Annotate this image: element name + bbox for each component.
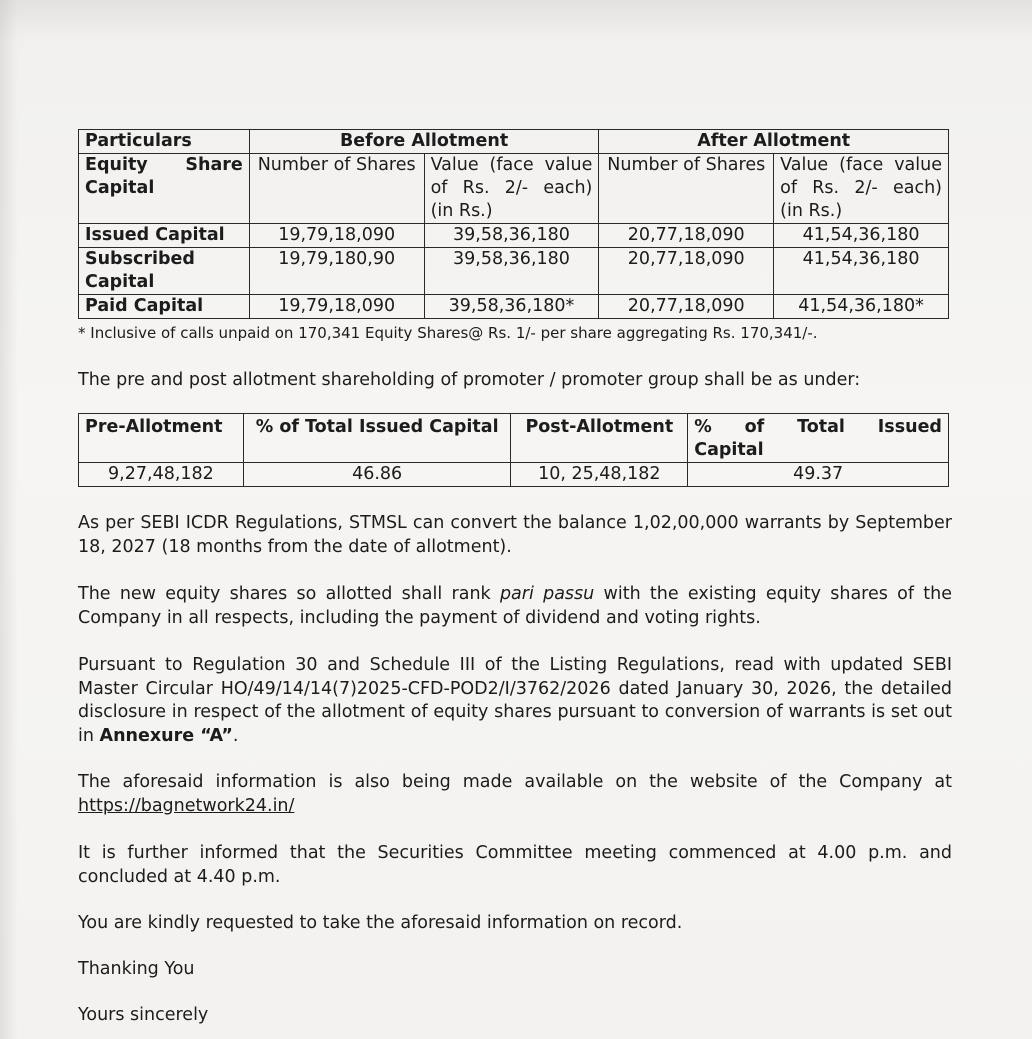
capital-word: Capital xyxy=(85,178,155,198)
p2-italic: pari passu xyxy=(499,584,595,604)
warrants-paragraph: As per SEBI ICDR Regulations, STMSL can convert the balance 1,02,00,000 warrants by September 18, 2027 (18 months from the date of allotment). xyxy=(78,513,952,557)
cell-after-value: 41,54,36,180* xyxy=(774,295,949,319)
shareholding-intro: The pre and post allotment shareholding of promoter / promoter group shall be as under: xyxy=(78,370,861,390)
record-request-paragraph: You are kindly requested to take the aforesaid information on record. xyxy=(78,913,683,933)
value-after-line1: Value (face value xyxy=(780,155,942,175)
cell-before-shares: 19,79,18,090 xyxy=(249,295,424,319)
company-website-link[interactable]: https://bagnetwork24.in/ xyxy=(78,795,295,816)
capital-table-subheader-row xyxy=(79,154,949,224)
value-before-header xyxy=(424,154,599,224)
after-allotment-header: After Allotment xyxy=(599,130,949,154)
p4-text: The aforesaid information is also being made available on the website of the Company at xyxy=(78,772,952,792)
capital-table-header-row xyxy=(79,130,949,154)
cell-after-shares: 20,77,18,090 xyxy=(599,224,774,248)
cell-after-shares: 20,77,18,090 xyxy=(599,295,774,319)
shareholding-table xyxy=(78,413,949,487)
p3-text-c: . xyxy=(232,725,239,746)
pct-post-word4: Issued xyxy=(877,417,942,437)
thanking-line: Thanking You xyxy=(78,959,195,979)
row-label: Issued Capital xyxy=(79,224,250,248)
pct-pre-value: 46.86 xyxy=(243,463,511,487)
table-footnote: * Inclusive of calls unpaid on 170,341 Equity Shares@ Rs. 1/- per share aggregating Rs. 170,341/-. xyxy=(78,324,818,342)
cell-after-value: 41,54,36,180 xyxy=(774,248,949,295)
cell-before-value: 39,58,36,180* xyxy=(424,295,599,319)
cell-before-shares: 19,79,180,90 xyxy=(249,248,424,295)
value-before-line1: Value (face value xyxy=(430,155,593,175)
p2-text-b: with the existing equity shares of the Company in all respects, including the payment of dividend and voting rights. xyxy=(78,584,952,628)
pct-post-value: 49.37 xyxy=(688,463,949,487)
pre-allotment-value: 9,27,48,182 xyxy=(79,463,244,487)
row-label-line2: Capital xyxy=(85,272,155,292)
cell-after-shares: 20,77,18,090 xyxy=(599,248,774,295)
num-shares-before-header: Number of Shares xyxy=(249,154,424,224)
row-label-line1: Subscribed xyxy=(85,249,195,269)
cell-before-shares: 19,79,18,090 xyxy=(249,224,424,248)
share-word: Share xyxy=(185,155,243,175)
value-before-line3: (in Rs.) xyxy=(430,201,493,221)
pct-post-word2: of xyxy=(744,417,765,437)
annexure-reference: Annexure “A” xyxy=(99,725,233,746)
pct-post-header xyxy=(688,414,949,463)
p3-text-a: Pursuant to Regulation 30 and Schedule III of the Listing Regulations, read with updated SEBI Master Circular HO/49/14/14(7)2025-CFD-POD2/I/3762/2026 dated January 30, 2026, the detailed disclosure in respect of the allotment of equity shares pursuant to conversion of warrants is set out in xyxy=(78,655,952,746)
table-row xyxy=(79,463,949,487)
post-allotment-value: 10, 25,48,182 xyxy=(511,463,688,487)
num-shares-after-header: Number of Shares xyxy=(599,154,774,224)
row-label xyxy=(79,248,250,295)
equity-word: Equity xyxy=(85,155,148,175)
cell-before-value: 39,58,36,180 xyxy=(424,248,599,295)
table-row xyxy=(79,224,949,248)
pct-post-word1: % xyxy=(694,417,712,437)
table-row xyxy=(79,295,949,319)
website-paragraph xyxy=(78,771,952,818)
value-before-line2: of Rs. 2/- each) xyxy=(430,178,593,198)
cell-before-value: 39,58,36,180 xyxy=(424,224,599,248)
scan-shadow xyxy=(0,0,1032,40)
post-allotment-header: Post-Allotment xyxy=(511,414,688,463)
regulation-paragraph xyxy=(78,654,952,748)
pct-pre-header: % of Total Issued Capital xyxy=(243,414,511,463)
pct-post-word3: Total xyxy=(797,417,845,437)
equity-share-capital-header xyxy=(79,154,250,224)
value-after-line2: of Rs. 2/- each) xyxy=(780,178,942,198)
before-allotment-header: Before Allotment xyxy=(249,130,599,154)
pct-post-line2: Capital xyxy=(694,440,764,460)
closing-line: Yours sincerely xyxy=(78,1005,209,1025)
value-after-header xyxy=(774,154,949,224)
meeting-paragraph: It is further informed that the Securities Committee meeting commenced at 4.00 p.m. and concluded at 4.40 p.m. xyxy=(78,843,952,887)
row-label: Paid Capital xyxy=(79,295,250,319)
cell-after-value: 41,54,36,180 xyxy=(774,224,949,248)
scan-edge xyxy=(0,0,18,1039)
p2-text-a: The new equity shares so allotted shall rank xyxy=(78,584,500,604)
pre-allotment-header: Pre-Allotment xyxy=(79,414,244,463)
capital-table xyxy=(78,129,949,319)
table-row xyxy=(79,248,949,295)
shareholding-header-row xyxy=(79,414,949,463)
value-after-line3: (in Rs.) xyxy=(780,201,843,221)
particulars-header: Particulars xyxy=(79,130,250,154)
pari-passu-paragraph xyxy=(78,583,952,630)
